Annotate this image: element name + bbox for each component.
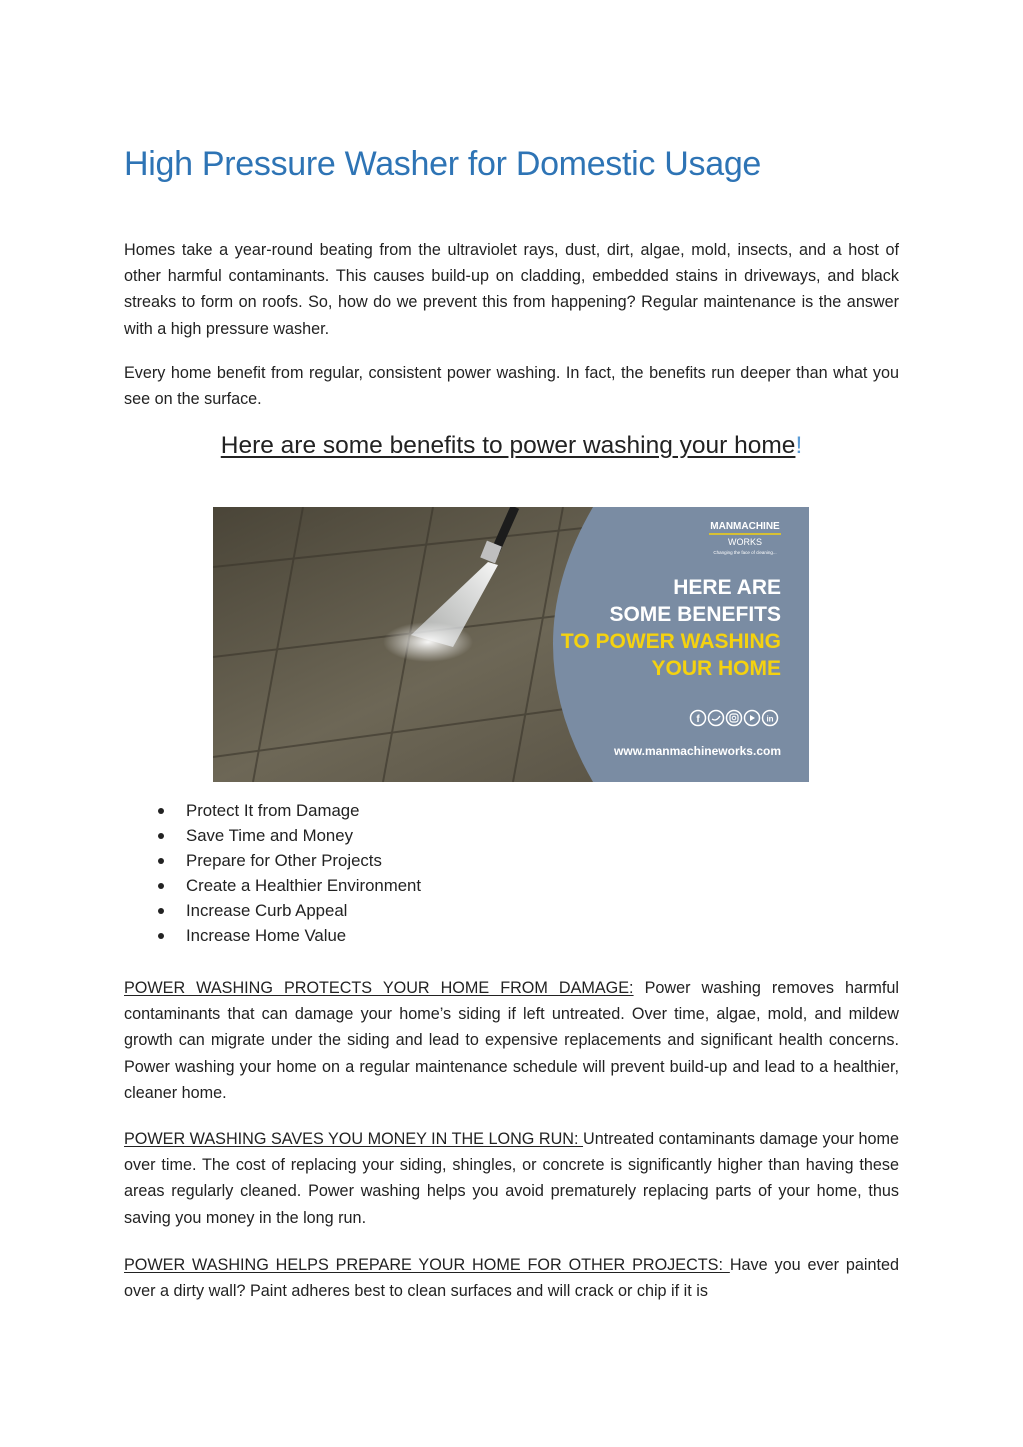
headline-line-1: HERE ARE [673, 576, 781, 599]
benefits-subheading [0, 432, 1023, 460]
bullet-icon [158, 883, 164, 889]
list-item [124, 798, 421, 823]
benefits-banner-image [213, 507, 809, 782]
bullet-icon [158, 908, 164, 914]
list-item [124, 823, 421, 848]
headline-line-4: YOUR HOME [651, 657, 781, 680]
section-protects [124, 975, 899, 1106]
brand-tagline: Changing the face of cleaning... [713, 550, 777, 555]
water-splash [383, 622, 473, 662]
bullet-icon [158, 833, 164, 839]
list-item [124, 923, 421, 948]
page-title: High Pressure Washer for Domestic Usage [124, 145, 762, 183]
list-item [124, 873, 421, 898]
section-label: POWER WASHING SAVES YOU MONEY IN THE LONG RUN: [124, 1130, 584, 1148]
headline-line-3: TO POWER WASHING [560, 630, 781, 653]
section-label: POWER WASHING PROTECTS YOUR HOME FROM DAMAGE: [124, 979, 634, 997]
section-text: Power washing removes harmful contaminants that can damage your home’s siding if left untreated. Over time, algae, mold, and mildew growth can migrate under the siding and lead to expensive replacements and significant health concerns. Power washing your home on a regular maintenance schedule will prevent build-up and lead to a healthier, cleaner home. [124, 979, 899, 1102]
list-item-text: Protect It from Damage [186, 801, 360, 820]
list-item-text: Prepare for Other Projects [186, 851, 382, 871]
bullet-icon [158, 933, 164, 939]
benefits-subheading-punct: ! [795, 432, 803, 459]
benefits-list [124, 798, 421, 949]
brand-name-line-2: WORKS [727, 537, 763, 547]
section-prepares [124, 1252, 899, 1304]
list-item [124, 848, 421, 873]
intro-paragraph-1: Homes take a year-round beating from the ultraviolet rays, dust, dirt, algae, mold, insects, and a host of other harmful contaminants. This causes build-up on cladding, embedded stains in driveways, and black streaks to form on roofs. So, how do we prevent this from happening? Regular maintenance is the answer with a high pressure washer. [124, 241, 899, 338]
list-item-text: Save Time and Money [186, 826, 353, 846]
section-text: Untreated contaminants damage your home over time. The cost of replacing your siding, shingles, or concrete is significantly higher than having these areas regularly cleaned. Power washing helps you avoid prematurely replacing parts of your home, thus saving you money in the long run. [124, 1130, 900, 1227]
svg-text:in: in [766, 714, 774, 724]
section-label: POWER WASHING HELPS PREPARE YOUR HOME FOR OTHER PROJECTS: [124, 1256, 730, 1274]
bullet-icon [158, 858, 164, 864]
headline-line-2: SOME BENEFITS [609, 603, 781, 626]
list-item-text: Increase Home Value [186, 926, 347, 946]
list-item-text: Create a Healthier Environment [186, 876, 422, 896]
bullet-icon [158, 808, 164, 814]
intro-paragraph-2: Every home benefit from regular, consistent power washing. In fact, the benefits run deeper than what you see on the surface. [124, 364, 899, 409]
list-item [124, 898, 421, 923]
list-item-text: Increase Curb Appeal [186, 901, 348, 921]
section-saves-money [124, 1126, 899, 1231]
benefits-subheading-text: Here are some benefits to power washing your home [220, 432, 796, 459]
website-url: www.manmachineworks.com [614, 744, 781, 758]
section-text: Have you ever painted over a dirty wall? Paint adheres best to clean surfaces and will crack or chip if it is [124, 1256, 899, 1301]
brand-name-line-1: MANMACHINE [710, 521, 780, 532]
svg-text:f: f [696, 714, 700, 725]
